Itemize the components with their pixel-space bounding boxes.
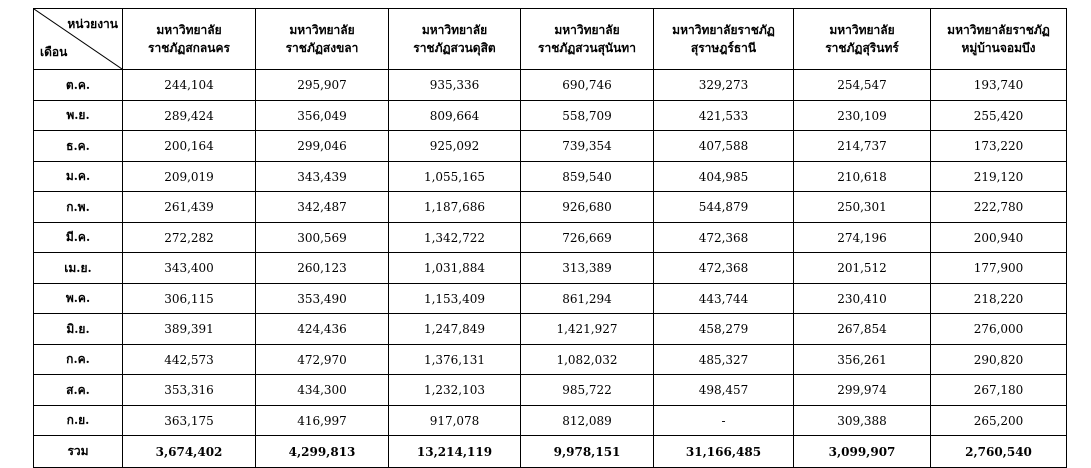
value-cell: 690,746 [521, 70, 654, 101]
value-cell: 254,547 [794, 70, 931, 101]
value-cell: 458,279 [654, 314, 794, 345]
value-cell: 472,970 [256, 345, 389, 375]
value-cell: 434,300 [256, 375, 389, 406]
value-cell: 1,187,686 [389, 192, 521, 223]
value-cell: 1,082,032 [521, 345, 654, 375]
column-header: มหาวิทยาลัย ราชภัฏสกลนคร [123, 9, 256, 70]
value-cell: 329,273 [654, 70, 794, 101]
header-row [34, 9, 1067, 70]
value-cell: 265,200 [931, 406, 1067, 436]
total-cell: 9,978,151 [521, 436, 654, 468]
value-cell: 274,196 [794, 223, 931, 253]
unit-label: หน่วยงาน [67, 17, 118, 31]
month-cell: เม.ย. [34, 253, 123, 284]
value-cell: 356,049 [256, 101, 389, 131]
value-cell: 290,820 [931, 345, 1067, 375]
value-cell: 726,669 [521, 223, 654, 253]
value-cell: 300,569 [256, 223, 389, 253]
value-cell: 1,232,103 [389, 375, 521, 406]
value-cell: 209,019 [123, 162, 256, 192]
value-cell: 353,490 [256, 284, 389, 314]
value-cell: 313,389 [521, 253, 654, 284]
value-cell: 472,368 [654, 253, 794, 284]
value-cell: 230,410 [794, 284, 931, 314]
month-cell: ธ.ค. [34, 131, 123, 162]
table-row [34, 70, 1067, 101]
value-cell: 276,000 [931, 314, 1067, 345]
table-row [34, 131, 1067, 162]
value-cell: 210,618 [794, 162, 931, 192]
month-cell: พ.ค. [34, 284, 123, 314]
value-cell: 926,680 [521, 192, 654, 223]
value-cell: 272,282 [123, 223, 256, 253]
month-cell: ก.ค. [34, 345, 123, 375]
total-cell: 3,674,402 [123, 436, 256, 468]
value-cell: 442,573 [123, 345, 256, 375]
value-cell: 558,709 [521, 101, 654, 131]
total-row [34, 436, 1067, 468]
value-cell: 306,115 [123, 284, 256, 314]
value-cell: 917,078 [389, 406, 521, 436]
month-cell: ก.พ. [34, 192, 123, 223]
value-cell: 200,164 [123, 131, 256, 162]
table-row [34, 192, 1067, 223]
value-cell: 404,985 [654, 162, 794, 192]
value-cell: 299,046 [256, 131, 389, 162]
value-cell: 219,120 [931, 162, 1067, 192]
value-cell: 859,540 [521, 162, 654, 192]
value-cell: 389,391 [123, 314, 256, 345]
value-cell: 1,247,849 [389, 314, 521, 345]
month-label: เดือน [40, 45, 68, 59]
total-cell: 4,299,813 [256, 436, 389, 468]
value-cell: 267,180 [931, 375, 1067, 406]
value-cell: 421,533 [654, 101, 794, 131]
value-cell: 244,104 [123, 70, 256, 101]
value-cell: 299,974 [794, 375, 931, 406]
corner-header-cell [34, 9, 123, 70]
month-cell: ม.ค. [34, 162, 123, 192]
table-row [34, 314, 1067, 345]
value-cell: 1,055,165 [389, 162, 521, 192]
column-header: มหาวิทยาลัยราชภัฏ หมู่บ้านจอมบึง [931, 9, 1067, 70]
total-cell: 3,099,907 [794, 436, 931, 468]
value-cell: 544,879 [654, 192, 794, 223]
value-cell: 424,436 [256, 314, 389, 345]
column-header: มหาวิทยาลัย ราชภัฏสวนสุนันทา [521, 9, 654, 70]
value-cell: 416,997 [256, 406, 389, 436]
value-cell: 861,294 [521, 284, 654, 314]
value-cell: 472,368 [654, 223, 794, 253]
table-row [34, 284, 1067, 314]
value-cell: 260,123 [256, 253, 389, 284]
column-header: มหาวิทยาลัยราชภัฏ สุราษฎร์ธานี [654, 9, 794, 70]
value-cell: 363,175 [123, 406, 256, 436]
month-cell: มี.ค. [34, 223, 123, 253]
value-cell: 289,424 [123, 101, 256, 131]
table-row [34, 101, 1067, 131]
value-cell: 173,220 [931, 131, 1067, 162]
value-cell: 809,664 [389, 101, 521, 131]
value-cell: 925,092 [389, 131, 521, 162]
value-cell: 177,900 [931, 253, 1067, 284]
month-cell: ต.ค. [34, 70, 123, 101]
value-cell: 193,740 [931, 70, 1067, 101]
value-cell: 1,342,722 [389, 223, 521, 253]
table-row [34, 406, 1067, 436]
value-cell: 353,316 [123, 375, 256, 406]
value-cell: 255,420 [931, 101, 1067, 131]
value-cell: 985,722 [521, 375, 654, 406]
value-cell: 1,031,884 [389, 253, 521, 284]
value-cell: 267,854 [794, 314, 931, 345]
column-header: มหาวิทยาลัย ราชภัฏสวนดุสิต [389, 9, 521, 70]
table-row [34, 162, 1067, 192]
value-cell: 485,327 [654, 345, 794, 375]
value-cell: 407,588 [654, 131, 794, 162]
value-cell: 498,457 [654, 375, 794, 406]
value-cell: 295,907 [256, 70, 389, 101]
statistics-table [33, 8, 1067, 468]
value-cell: 343,439 [256, 162, 389, 192]
value-cell: 218,220 [931, 284, 1067, 314]
table-row [34, 345, 1067, 375]
value-cell: 230,109 [794, 101, 931, 131]
column-header: มหาวิทยาลัย ราชภัฏสุรินทร์ [794, 9, 931, 70]
table-row [34, 253, 1067, 284]
total-label: รวม [34, 436, 123, 468]
value-cell: 214,737 [794, 131, 931, 162]
total-cell: 2,760,540 [931, 436, 1067, 468]
month-cell: มิ.ย. [34, 314, 123, 345]
value-cell: 261,439 [123, 192, 256, 223]
month-cell: พ.ย. [34, 101, 123, 131]
month-cell: ส.ค. [34, 375, 123, 406]
value-cell: - [654, 406, 794, 436]
value-cell: 201,512 [794, 253, 931, 284]
value-cell: 250,301 [794, 192, 931, 223]
value-cell: 342,487 [256, 192, 389, 223]
value-cell: 200,940 [931, 223, 1067, 253]
value-cell: 222,780 [931, 192, 1067, 223]
value-cell: 812,089 [521, 406, 654, 436]
value-cell: 443,744 [654, 284, 794, 314]
value-cell: 309,388 [794, 406, 931, 436]
table-row [34, 223, 1067, 253]
value-cell: 1,153,409 [389, 284, 521, 314]
value-cell: 343,400 [123, 253, 256, 284]
month-cell: ก.ย. [34, 406, 123, 436]
total-cell: 31,166,485 [654, 436, 794, 468]
value-cell: 356,261 [794, 345, 931, 375]
value-cell: 935,336 [389, 70, 521, 101]
column-header: มหาวิทยาลัย ราชภัฏสงขลา [256, 9, 389, 70]
value-cell: 1,421,927 [521, 314, 654, 345]
table-row [34, 375, 1067, 406]
value-cell: 1,376,131 [389, 345, 521, 375]
total-cell: 13,214,119 [389, 436, 521, 468]
value-cell: 739,354 [521, 131, 654, 162]
